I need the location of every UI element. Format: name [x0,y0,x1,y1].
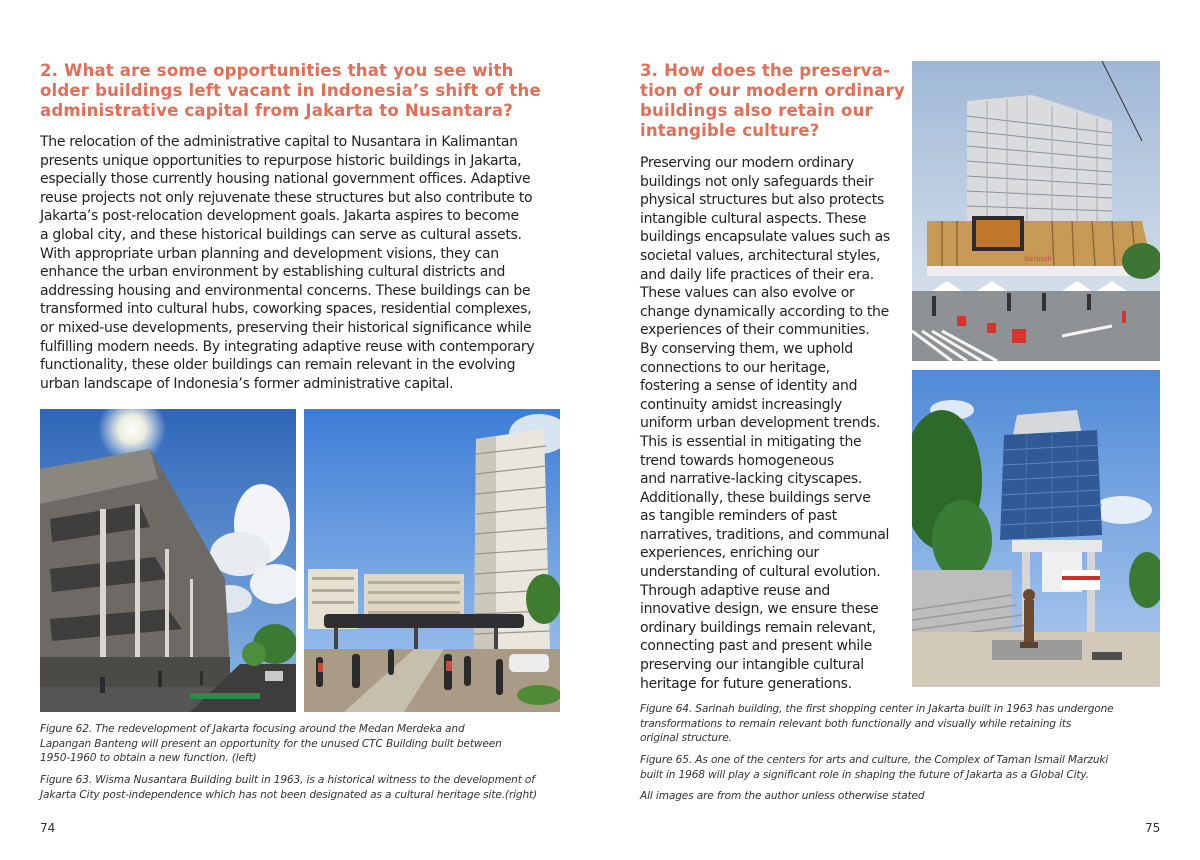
figure-62-caption: Figure 62. The redevelopment of Jakarta focusing around the Medan Merdeka and Lapangan Banteng will present an opportunity for the unused CTC Building built between 1950-1960 to obtain a new function. (left) [40,723,502,764]
figure-65-taman-ismail-marzuki-photo [912,370,1160,687]
image-credit: All images are from the author unless otherwise stated [640,790,925,802]
page-number-left: 74 [40,821,56,835]
section-2-heading: 2. What are some opportunities that you see with older buildings left vacant in Indonesia’s shift of the administrative capital from Jakarta to Nusantara? [40,61,541,120]
section-3-body: Preserving our modern ordinary buildings not only safeguards their physical structures but also protects intangible cultural aspects. These buildings encapsulate values such as societal values, architectural styles, and daily life practices of their era. These values can also evolve or change dynamically according to the experiences of their communities. By conserving them, we uphold connections to our heritage, fostering a sense of identity and continuity amidst increasingly uniform urban development trends. This is essential in mitigating the trend towards homogeneous and narrative-lacking cityscapes. Additionally, these buildings serve as tangible reminders of past narratives, traditions, and communal experiences, enriching our understanding of cultural evolution. Through adaptive reuse and innovative design, we ensure these ordinary buildings remain relevant, connecting past and present while preserving our intangible cultural heritage for future generations. [640,155,890,692]
figure-62-ctc-building-photo [40,409,296,712]
section-3-heading: 3. How does the preserva- tion of our modern ordinary buildings also retain our intangible culture? [640,61,905,140]
figure-64-caption: Figure 64. Sarinah building, the first shopping center in Jakarta built in 1963 has undergone transformations to remain relevant both functionally and visually while retaining its original structure. [640,703,1114,744]
figure-63-wisma-nusantara-photo [304,409,560,712]
sarinah-sign: Sarinah [1024,255,1052,263]
page-number-right: 75 [1145,821,1161,835]
figure-65-caption: Figure 65. As one of the centers for arts and culture, the Complex of Taman Ismail Marzuki built in 1968 will play a significant role in shaping the future of Jakarta as a Global City. [640,754,1109,781]
figure-63-caption: Figure 63. Wisma Nusantara Building built in 1963, is a historical witness to the development of Jakarta City post-independence which has not been designated as a cultural heritage site.(right) [40,774,538,801]
figure-64-sarinah-photo [912,61,1160,361]
section-2-body: The relocation of the administrative capital to Nusantara in Kalimantan presents unique opportunities to repurpose historic buildings in Jakarta, especially those currently housing national government offices. Adaptive reuse projects not only rejuvenate these structures but also contribute to Jakarta’s post-relocation development goals. Jakarta aspires to become a global city, and these historical buildings can serve as cultural assets. With appropriate urban planning and development visions, they can enhance the urban environment by establishing cultural districts and addressing housing and environmental concerns. These buildings can be transformed into cultural hubs, coworking spaces, residential complexes, or mixed-use developments, preserving their historical significance while fulfilling modern needs. By integrating adaptive reuse with contemporary functionality, these older buildings can remain relevant in the evolving urban landscape of Indonesia’s former administrative capital. [40,134,535,392]
